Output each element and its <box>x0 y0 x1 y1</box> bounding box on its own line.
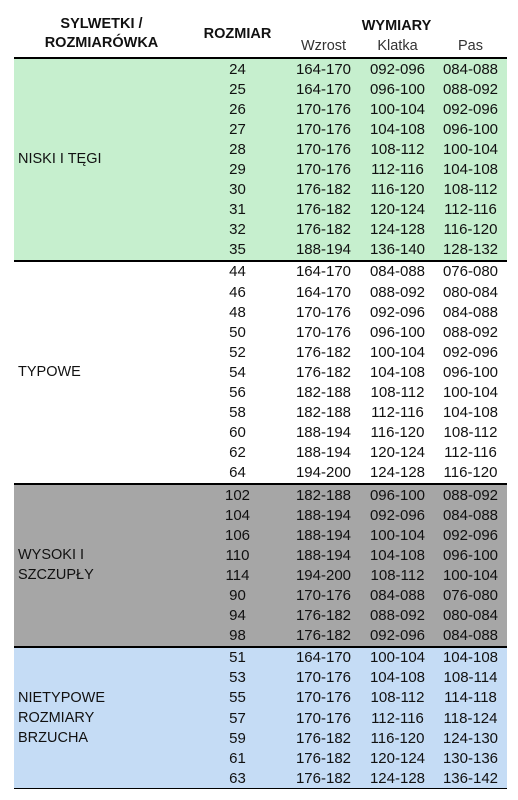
chest-cell: 084-088 <box>361 585 434 605</box>
height-cell: 170-176 <box>286 159 361 179</box>
waist-cell: 100-104 <box>434 383 507 403</box>
waist-cell: 118-124 <box>434 708 507 728</box>
table-row <box>14 58 507 79</box>
waist-cell: 092-096 <box>434 525 507 545</box>
waist-cell: 088-092 <box>434 322 507 342</box>
size-cell: 35 <box>189 240 286 261</box>
group-label: NISKI I TĘGI <box>14 58 189 261</box>
waist-cell: 100-104 <box>434 139 507 159</box>
height-cell: 188-194 <box>286 240 361 261</box>
chest-cell: 124-128 <box>361 768 434 788</box>
size-cell: 56 <box>189 383 286 403</box>
waist-cell: 104-108 <box>434 159 507 179</box>
chest-cell: 100-104 <box>361 525 434 545</box>
chest-cell: 092-096 <box>361 58 434 79</box>
height-cell: 182-188 <box>286 383 361 403</box>
size-table-body <box>14 57 507 788</box>
waist-cell: 080-084 <box>434 606 507 626</box>
waist-cell: 114-118 <box>434 688 507 708</box>
size-cell: 61 <box>189 748 286 768</box>
height-cell: 176-182 <box>286 200 361 220</box>
size-cell: 31 <box>189 200 286 220</box>
waist-cell: 076-080 <box>434 585 507 605</box>
height-cell: 176-182 <box>286 728 361 748</box>
size-table <box>14 10 507 57</box>
height-cell: 188-194 <box>286 545 361 565</box>
height-cell: 182-188 <box>286 484 361 505</box>
waist-cell: 084-088 <box>434 626 507 647</box>
height-cell: 164-170 <box>286 58 361 79</box>
waist-cell: 112-116 <box>434 443 507 463</box>
group-label: NIETYPOWE ROZMIARY BRZUCHA <box>14 647 189 789</box>
size-group <box>14 261 507 484</box>
chest-cell: 124-128 <box>361 220 434 240</box>
chest-cell: 120-124 <box>361 200 434 220</box>
chest-cell: 088-092 <box>361 282 434 302</box>
height-cell: 194-200 <box>286 463 361 484</box>
size-cell: 63 <box>189 768 286 788</box>
chest-cell: 092-096 <box>361 626 434 647</box>
size-cell: 114 <box>189 565 286 585</box>
height-cell: 164-170 <box>286 261 361 282</box>
size-cell: 59 <box>189 728 286 748</box>
height-cell: 188-194 <box>286 423 361 443</box>
chest-cell: 116-120 <box>361 423 434 443</box>
header-measurements: WYMIARY <box>286 10 507 34</box>
height-cell: 188-194 <box>286 505 361 525</box>
waist-cell: 084-088 <box>434 58 507 79</box>
size-cell: 26 <box>189 99 286 119</box>
height-cell: 170-176 <box>286 668 361 688</box>
group-label: TYPOWE <box>14 261 189 484</box>
chest-cell: 108-112 <box>361 688 434 708</box>
chest-cell: 096-100 <box>361 79 434 99</box>
chest-cell: 104-108 <box>361 362 434 382</box>
size-cell: 48 <box>189 302 286 322</box>
chest-cell: 104-108 <box>361 119 434 139</box>
size-cell: 32 <box>189 220 286 240</box>
size-chart <box>14 10 507 789</box>
size-cell: 46 <box>189 282 286 302</box>
height-cell: 194-200 <box>286 565 361 585</box>
height-cell: 176-182 <box>286 626 361 647</box>
size-cell: 62 <box>189 443 286 463</box>
waist-cell: 108-112 <box>434 180 507 200</box>
height-cell: 170-176 <box>286 302 361 322</box>
height-cell: 170-176 <box>286 708 361 728</box>
size-cell: 94 <box>189 606 286 626</box>
waist-cell: 128-132 <box>434 240 507 261</box>
size-cell: 52 <box>189 342 286 362</box>
size-cell: 90 <box>189 585 286 605</box>
table-row <box>14 261 507 282</box>
chest-cell: 136-140 <box>361 240 434 261</box>
chest-cell: 108-112 <box>361 383 434 403</box>
waist-cell: 108-112 <box>434 423 507 443</box>
size-cell: 60 <box>189 423 286 443</box>
size-cell: 44 <box>189 261 286 282</box>
size-cell: 54 <box>189 362 286 382</box>
waist-cell: 088-092 <box>434 79 507 99</box>
chest-cell: 112-116 <box>361 159 434 179</box>
height-cell: 188-194 <box>286 525 361 545</box>
size-cell: 30 <box>189 180 286 200</box>
size-group <box>14 647 507 789</box>
chest-cell: 124-128 <box>361 463 434 484</box>
waist-cell: 080-084 <box>434 282 507 302</box>
waist-cell: 084-088 <box>434 505 507 525</box>
waist-cell: 092-096 <box>434 342 507 362</box>
height-cell: 170-176 <box>286 139 361 159</box>
height-cell: 176-182 <box>286 342 361 362</box>
group-label: WYSOKI I SZCZUPŁY <box>14 484 189 647</box>
chest-cell: 116-120 <box>361 728 434 748</box>
height-cell: 176-182 <box>286 748 361 768</box>
height-cell: 176-182 <box>286 180 361 200</box>
chest-cell: 092-096 <box>361 505 434 525</box>
waist-cell: 124-130 <box>434 728 507 748</box>
size-cell: 106 <box>189 525 286 545</box>
chest-cell: 120-124 <box>361 443 434 463</box>
chest-cell: 112-116 <box>361 403 434 423</box>
size-group <box>14 484 507 647</box>
chest-cell: 100-104 <box>361 342 434 362</box>
size-cell: 64 <box>189 463 286 484</box>
waist-cell: 116-120 <box>434 220 507 240</box>
size-cell: 27 <box>189 119 286 139</box>
chest-cell: 096-100 <box>361 322 434 342</box>
size-group <box>14 58 507 261</box>
size-cell: 98 <box>189 626 286 647</box>
waist-cell: 092-096 <box>434 99 507 119</box>
size-cell: 102 <box>189 484 286 505</box>
header-size: ROZMIAR <box>189 10 286 57</box>
chest-cell: 104-108 <box>361 668 434 688</box>
height-cell: 170-176 <box>286 585 361 605</box>
height-cell: 170-176 <box>286 688 361 708</box>
chest-cell: 100-104 <box>361 647 434 668</box>
chest-cell: 108-112 <box>361 565 434 585</box>
size-cell: 104 <box>189 505 286 525</box>
chest-cell: 116-120 <box>361 180 434 200</box>
chest-cell: 096-100 <box>361 484 434 505</box>
size-cell: 55 <box>189 688 286 708</box>
waist-cell: 100-104 <box>434 565 507 585</box>
waist-cell: 130-136 <box>434 748 507 768</box>
height-cell: 176-182 <box>286 362 361 382</box>
size-cell: 53 <box>189 668 286 688</box>
size-cell: 25 <box>189 79 286 99</box>
header-silhouette-line1: SYLWETKI / <box>60 15 143 32</box>
size-cell: 28 <box>189 139 286 159</box>
waist-cell: 096-100 <box>434 545 507 565</box>
chest-cell: 108-112 <box>361 139 434 159</box>
waist-cell: 136-142 <box>434 768 507 788</box>
size-cell: 58 <box>189 403 286 423</box>
header-silhouette <box>14 10 189 57</box>
height-cell: 164-170 <box>286 647 361 668</box>
height-cell: 176-182 <box>286 606 361 626</box>
size-cell: 51 <box>189 647 286 668</box>
waist-cell: 096-100 <box>434 119 507 139</box>
table-bottom-border <box>14 788 507 789</box>
height-cell: 176-182 <box>286 220 361 240</box>
height-cell: 182-188 <box>286 403 361 423</box>
height-cell: 188-194 <box>286 443 361 463</box>
height-cell: 176-182 <box>286 768 361 788</box>
waist-cell: 088-092 <box>434 484 507 505</box>
chest-cell: 112-116 <box>361 708 434 728</box>
table-row <box>14 484 507 505</box>
height-cell: 170-176 <box>286 119 361 139</box>
waist-cell: 104-108 <box>434 647 507 668</box>
chest-cell: 092-096 <box>361 302 434 322</box>
height-cell: 164-170 <box>286 79 361 99</box>
waist-cell: 104-108 <box>434 403 507 423</box>
size-cell: 29 <box>189 159 286 179</box>
chest-cell: 100-104 <box>361 99 434 119</box>
header-silhouette-line2: ROZMIARÓWKA <box>44 34 159 51</box>
waist-cell: 076-080 <box>434 261 507 282</box>
chest-cell: 120-124 <box>361 748 434 768</box>
waist-cell: 112-116 <box>434 200 507 220</box>
size-cell: 110 <box>189 545 286 565</box>
header-chest: Klatka <box>361 34 434 57</box>
waist-cell: 084-088 <box>434 302 507 322</box>
height-cell: 170-176 <box>286 99 361 119</box>
chest-cell: 084-088 <box>361 261 434 282</box>
height-cell: 170-176 <box>286 322 361 342</box>
chest-cell: 104-108 <box>361 545 434 565</box>
header-waist: Pas <box>434 34 507 57</box>
table-row <box>14 647 507 668</box>
size-cell: 50 <box>189 322 286 342</box>
size-cell: 57 <box>189 708 286 728</box>
table-groups <box>14 57 507 788</box>
height-cell: 164-170 <box>286 282 361 302</box>
waist-cell: 096-100 <box>434 362 507 382</box>
header-height: Wzrost <box>286 34 361 57</box>
waist-cell: 108-114 <box>434 668 507 688</box>
waist-cell: 116-120 <box>434 463 507 484</box>
size-cell: 24 <box>189 58 286 79</box>
chest-cell: 088-092 <box>361 606 434 626</box>
